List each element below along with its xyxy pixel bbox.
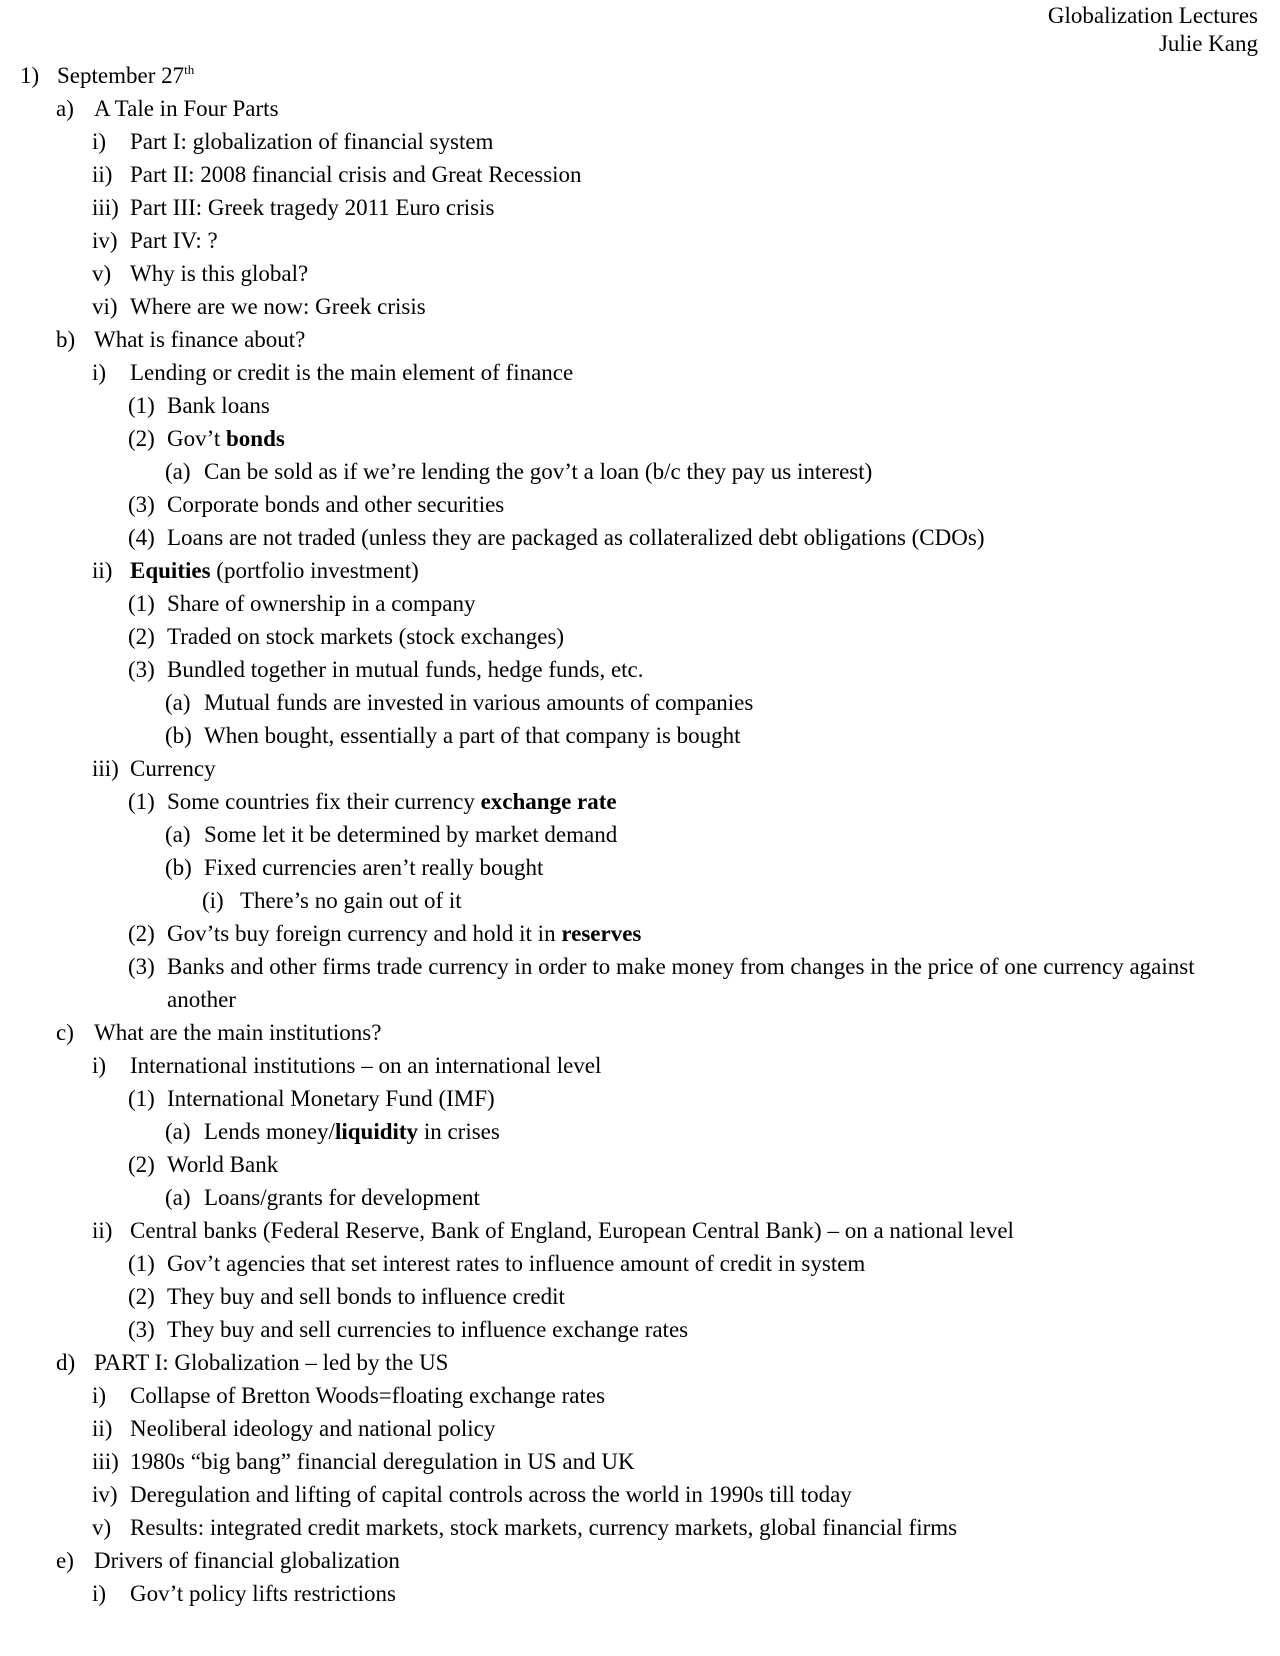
item-text: Corporate bonds and other securities xyxy=(167,492,505,517)
outline-marker: b) xyxy=(56,327,76,352)
outline-item xyxy=(0,719,1240,752)
outline-item xyxy=(0,620,1240,653)
outline-item xyxy=(0,950,1240,1016)
outline-item xyxy=(0,1511,1240,1544)
outline-text xyxy=(130,290,1240,323)
item-text: Central banks (Federal Reserve, Bank of England, European Central Bank) – on a national level xyxy=(130,1218,1014,1243)
outline-marker: c) xyxy=(56,1020,74,1045)
item-text: Currency xyxy=(130,756,216,781)
outline-text xyxy=(167,422,1240,455)
item-text: Loans are not traded (unless they are packaged as collateralized debt obligations (CDOs) xyxy=(167,525,985,550)
outline-item xyxy=(0,488,1240,521)
outline-marker: ii) xyxy=(92,1218,113,1243)
outline-item xyxy=(0,1346,1240,1379)
item-text: Why is this global? xyxy=(130,261,309,286)
item-text: Part II: 2008 financial crisis and Great Recession xyxy=(130,162,582,187)
outline-item xyxy=(0,686,1240,719)
outline-marker: (2) xyxy=(128,426,155,451)
outline-item xyxy=(0,554,1240,587)
outline-marker: (3) xyxy=(128,492,155,517)
outline-marker: (a) xyxy=(165,1119,191,1144)
outline-text xyxy=(167,620,1240,653)
item-text: They buy and sell bonds to influence credit xyxy=(167,1284,565,1309)
item-text: Lending or credit is the main element of finance xyxy=(130,360,574,385)
item-text: What are the main institutions? xyxy=(94,1020,382,1045)
outline-item xyxy=(0,752,1240,785)
outline-marker: (1) xyxy=(128,591,155,616)
item-text: Part IV: ? xyxy=(130,228,218,253)
outline-text xyxy=(204,818,1240,851)
outline-marker: d) xyxy=(56,1350,76,1375)
outline-text xyxy=(130,1478,1240,1511)
item-text: Lends money/ xyxy=(204,1119,335,1144)
outline-item xyxy=(0,785,1240,818)
outline-item xyxy=(0,653,1240,686)
outline-marker: (2) xyxy=(128,624,155,649)
outline-text xyxy=(94,1544,1240,1577)
item-text: International Monetary Fund (IMF) xyxy=(167,1086,495,1111)
outline-item xyxy=(0,191,1240,224)
outline-text xyxy=(204,851,1240,884)
outline-text xyxy=(167,785,1240,818)
outline-marker: iii) xyxy=(92,1449,119,1474)
outline-text xyxy=(167,1280,1240,1313)
outline-marker: i) xyxy=(92,1053,107,1078)
outline-text xyxy=(240,884,1240,917)
item-text: Some let it be determined by market demand xyxy=(204,822,618,847)
outline-text xyxy=(130,1214,1240,1247)
ordinal-suffix: th xyxy=(184,62,195,77)
item-text: Results: integrated credit markets, stock markets, currency markets, global financial firms xyxy=(130,1515,958,1540)
outline-marker: (i) xyxy=(202,888,224,913)
outline-text xyxy=(167,653,1240,686)
outline-text xyxy=(167,1313,1240,1346)
outline-marker: (b) xyxy=(165,855,192,880)
outline-marker: a) xyxy=(56,96,74,121)
header-author: Julie Kang xyxy=(1158,31,1258,56)
outline-text xyxy=(94,1016,1240,1049)
outline-marker: (4) xyxy=(128,525,155,550)
outline-marker: (3) xyxy=(128,1317,155,1342)
outline-item xyxy=(0,1247,1240,1280)
outline-text xyxy=(167,389,1240,422)
item-text: 1980s “big bang” financial deregulation in US and UK xyxy=(130,1449,635,1474)
outline-text xyxy=(167,1247,1240,1280)
header-title: Globalization Lectures xyxy=(1047,3,1258,28)
outline-item xyxy=(0,1016,1240,1049)
outline-text xyxy=(130,1577,1240,1610)
outline-text xyxy=(130,125,1240,158)
outline-item xyxy=(0,1478,1240,1511)
item-text: Part III: Greek tragedy 2011 Euro crisis xyxy=(130,195,495,220)
outline-text xyxy=(167,488,1240,521)
outline-text xyxy=(130,752,1240,785)
outline-item xyxy=(0,1280,1240,1313)
item-text: There’s no gain out of it xyxy=(240,888,462,913)
outline-text xyxy=(57,59,1240,92)
bold-term: Equities xyxy=(130,558,211,583)
outline-item xyxy=(0,1082,1240,1115)
outline-text xyxy=(130,1049,1240,1082)
item-text: Gov’t policy lifts restrictions xyxy=(130,1581,396,1606)
item-text: Bundled together in mutual funds, hedge funds, etc. xyxy=(167,657,644,682)
outline-item xyxy=(0,356,1240,389)
bold-term: reserves xyxy=(561,921,642,946)
item-text: Where are we now: Greek crisis xyxy=(130,294,426,319)
outline-marker: i) xyxy=(92,1581,107,1606)
outline-text xyxy=(167,1148,1240,1181)
outline-text xyxy=(204,1181,1240,1214)
item-text: Neoliberal ideology and national policy xyxy=(130,1416,496,1441)
outline-text xyxy=(130,158,1240,191)
outline-item xyxy=(0,521,1240,554)
outline-item xyxy=(0,851,1240,884)
item-text: Can be sold as if we’re lending the gov’t a loan (b/c they pay us interest) xyxy=(204,459,873,484)
outline-marker: (1) xyxy=(128,1251,155,1276)
outline-item xyxy=(0,59,1240,92)
outline-item xyxy=(0,1049,1240,1082)
outline-text xyxy=(204,719,1240,752)
item-text: A Tale in Four Parts xyxy=(94,96,279,121)
outline-item xyxy=(0,323,1240,356)
outline-marker: ii) xyxy=(92,1416,113,1441)
outline-item xyxy=(0,257,1240,290)
lecture-outline xyxy=(0,59,1240,1610)
outline-text xyxy=(130,1511,1240,1544)
item-text: Gov’ts buy foreign currency and hold it in xyxy=(167,921,562,946)
outline-marker: i) xyxy=(92,1383,107,1408)
outline-item xyxy=(0,125,1240,158)
outline-item xyxy=(0,1115,1240,1148)
outline-text xyxy=(130,224,1240,257)
item-text: (portfolio investment) xyxy=(210,558,419,583)
outline-marker: (1) xyxy=(128,1086,155,1111)
outline-item xyxy=(0,422,1240,455)
outline-text xyxy=(130,1445,1240,1478)
outline-marker: (2) xyxy=(128,921,155,946)
item-text: Banks and other firms trade currency in order to make money from changes in the price of one currency against another xyxy=(167,954,1195,1012)
outline-marker: e) xyxy=(56,1548,74,1573)
item-text: Share of ownership in a company xyxy=(167,591,476,616)
outline-text xyxy=(204,1115,1240,1148)
outline-item xyxy=(0,158,1240,191)
item-text: Fixed currencies aren’t really bought xyxy=(204,855,544,880)
outline-text xyxy=(204,686,1240,719)
outline-item xyxy=(0,1445,1240,1478)
outline-text xyxy=(130,257,1240,290)
outline-marker: i) xyxy=(92,129,107,154)
item-text: Collapse of Bretton Woods=floating exchange rates xyxy=(130,1383,606,1408)
outline-text xyxy=(167,521,1240,554)
item-text: Drivers of financial globalization xyxy=(94,1548,400,1573)
outline-marker: ii) xyxy=(92,558,113,583)
outline-text xyxy=(94,323,1240,356)
bold-term: liquidity xyxy=(334,1119,419,1144)
outline-marker: v) xyxy=(92,1515,112,1540)
outline-marker: (3) xyxy=(128,954,155,979)
item-text: Gov’t xyxy=(167,426,226,451)
outline-marker: (1) xyxy=(128,393,155,418)
outline-marker: iv) xyxy=(92,228,118,253)
outline-marker: (1) xyxy=(128,789,155,814)
outline-item xyxy=(0,1214,1240,1247)
outline-text xyxy=(204,455,1240,488)
item-text: World Bank xyxy=(167,1152,279,1177)
outline-marker: (a) xyxy=(165,1185,191,1210)
bold-term: exchange rate xyxy=(480,789,617,814)
outline-item xyxy=(0,455,1240,488)
outline-item xyxy=(0,818,1240,851)
outline-marker: (b) xyxy=(165,723,192,748)
outline-item xyxy=(0,389,1240,422)
item-text: Mutual funds are invested in various amounts of companies xyxy=(204,690,754,715)
item-text: Part I: globalization of financial system xyxy=(130,129,494,154)
outline-item xyxy=(0,1313,1240,1346)
outline-text xyxy=(167,917,1240,950)
outline-marker: (a) xyxy=(165,822,191,847)
item-text: Loans/grants for development xyxy=(204,1185,480,1210)
outline-text xyxy=(167,587,1240,620)
outline-marker: (2) xyxy=(128,1284,155,1309)
outline-marker: vi) xyxy=(92,294,118,319)
outline-marker: i) xyxy=(92,360,107,385)
outline-text xyxy=(130,1412,1240,1445)
outline-text xyxy=(94,92,1240,125)
item-text: They buy and sell currencies to influence exchange rates xyxy=(167,1317,689,1342)
item-text: What is finance about? xyxy=(94,327,306,352)
item-text: September 27 xyxy=(57,63,185,88)
outline-item xyxy=(0,1412,1240,1445)
outline-item xyxy=(0,884,1240,917)
bold-term: bonds xyxy=(226,426,285,451)
item-text: When bought, essentially a part of that company is bought xyxy=(204,723,741,748)
outline-text xyxy=(130,554,1240,587)
outline-text xyxy=(167,1082,1240,1115)
item-text: Gov’t agencies that set interest rates to influence amount of credit in system xyxy=(167,1251,866,1276)
outline-item xyxy=(0,290,1240,323)
item-text: International institutions – on an international level xyxy=(130,1053,602,1078)
outline-marker: v) xyxy=(92,261,112,286)
item-text: Bank loans xyxy=(167,393,270,418)
item-text: Some countries fix their currency xyxy=(167,789,481,814)
outline-marker: 1) xyxy=(20,63,40,88)
outline-marker: iv) xyxy=(92,1482,118,1507)
outline-text xyxy=(167,950,1240,1016)
item-text: PART I: Globalization – led by the US xyxy=(94,1350,449,1375)
outline-marker: iii) xyxy=(92,756,119,781)
outline-marker: ii) xyxy=(92,162,113,187)
outline-marker: iii) xyxy=(92,195,119,220)
page-header xyxy=(1048,2,1258,58)
outline-text xyxy=(130,1379,1240,1412)
outline-text xyxy=(94,1346,1240,1379)
outline-item xyxy=(0,1181,1240,1214)
outline-item xyxy=(0,92,1240,125)
outline-item xyxy=(0,1148,1240,1181)
outline-marker: (a) xyxy=(165,690,191,715)
outline-item xyxy=(0,1379,1240,1412)
item-text: Traded on stock markets (stock exchanges) xyxy=(167,624,565,649)
outline-marker: (a) xyxy=(165,459,191,484)
outline-item xyxy=(0,1577,1240,1610)
outline-item xyxy=(0,224,1240,257)
outline-item xyxy=(0,587,1240,620)
outline-text xyxy=(130,191,1240,224)
outline-item xyxy=(0,1544,1240,1577)
outline-marker: (2) xyxy=(128,1152,155,1177)
outline-marker: (3) xyxy=(128,657,155,682)
outline-text xyxy=(130,356,1240,389)
outline-item xyxy=(0,917,1240,950)
item-text-tail: in crises xyxy=(418,1119,500,1144)
item-text: Deregulation and lifting of capital controls across the world in 1990s till today xyxy=(130,1482,852,1507)
